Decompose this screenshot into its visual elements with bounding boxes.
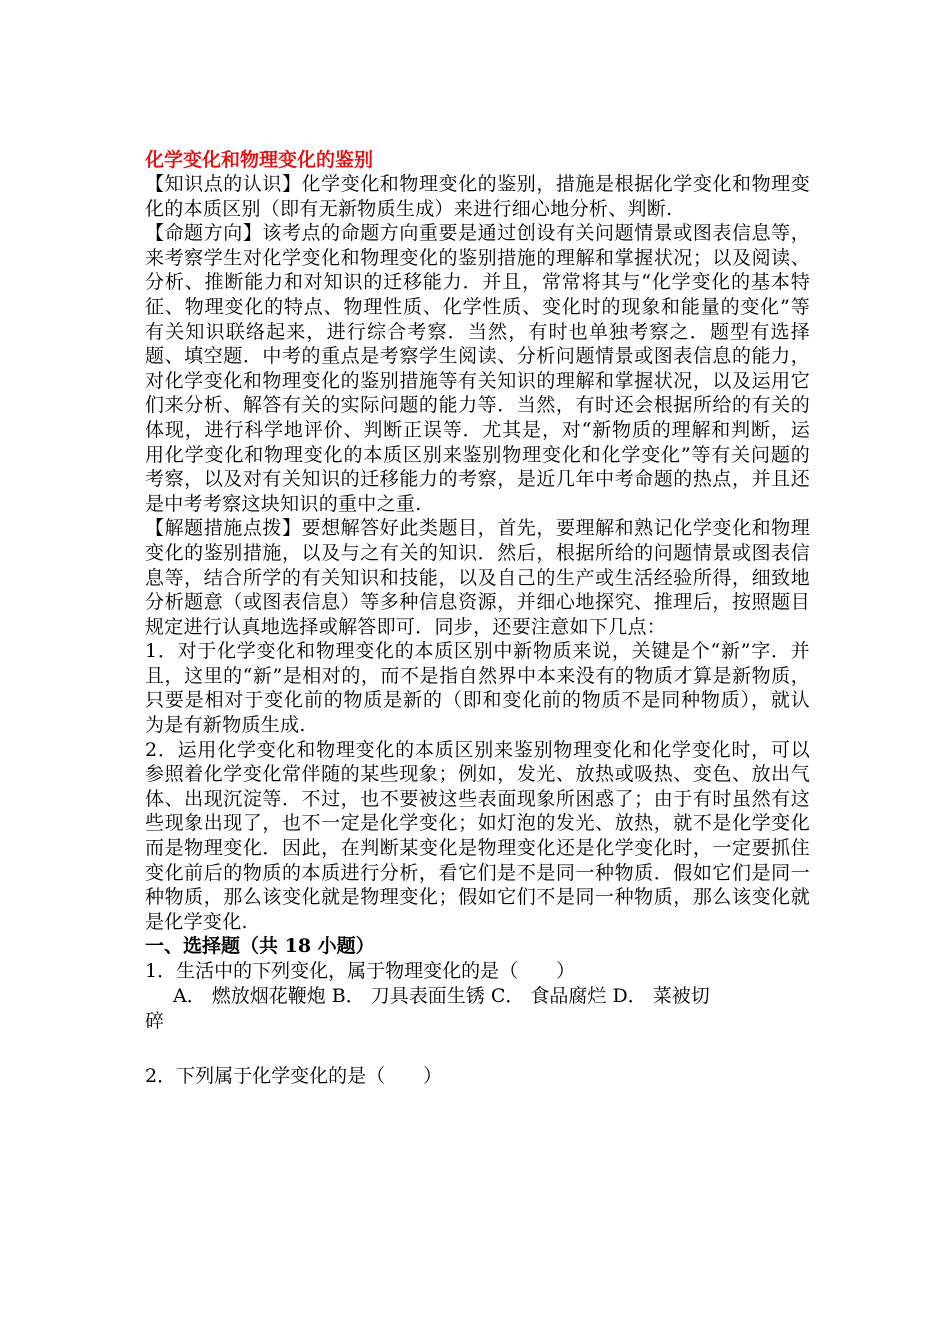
document-page: [145, 148, 810, 1089]
section-heading: 一、选择题（共 18 小题）: [145, 935, 375, 958]
paragraph-knowledge: 【知识点的认识】化学变化和物理变化的鉴别，措施是根据化学变化和物理变化的本质区别（即有无新物质生成）来进行细心地分析、判断.: [145, 173, 810, 220]
paragraph-method: 【解题措施点拨】要想解答好此类题目，首先，要理解和熟记化学变化和物理变化的鉴别措施，以及与之有关的知识．然后，根据所给的问题情景或图表信息等，结合所学的有关知识和技能，以及自己的生产或生活经验所得，细致地分析题意（或图表信息）等多种信息资源，并细心地探究、推理后，按照题目规定进行认真地选择或解答即可．同步，还要注意如下几点：: [145, 517, 810, 638]
document-title: 化学变化和物理变化的鉴别: [145, 149, 374, 171]
question-2-stem: 2．下列属于化学变化的是（ ）: [145, 1065, 443, 1088]
question-1-stem: 1．生活中的下列变化，属于物理变化的是（ ）: [145, 960, 576, 983]
paragraph-direction: 【命题方向】该考点的命题方向重要是通过创设有关问题情景或图表信息等，来考察学生对化学变化和物理变化的鉴别措施的理解和掌握状况；以及阅读、分析、推断能力和对知识的迁移能力．并且，常常将其与“化学变化的基本特征、物理变化的特点、物理性质、化学性质、变化时的现象和能量的变化”等有关知识联络起来，进行综合考察．当然，有时也单独考察之．题型有选择题、填空题．中考的重点是考察学生阅读、分析问题情景或图表信息的能力，对化学变化和物理变化的鉴别措施等有关知识的理解和掌握状况，以及运用它们来分析、解答有关的实际问题的能力等．当然，有时还会根据所给的有关的体现，进行科学地评价、判断正误等．尤其是，对“新物质的理解和判断，运用化学变化和物理变化的本质区别来鉴别物理变化和化学变化”等有关问题的考察，以及对有关知识的迁移能力的考察，是近几年中考命题的热点，并且还是中考考察这块知识的重中之重.: [145, 222, 810, 515]
paragraph-point-2: 2．运用化学变化和物理变化的本质区别来鉴别物理变化和化学变化时，可以参照着化学变化常伴随的某些现象；例如，发光、放热或吸热、变色、放出气体、出现沉淀等．不过，也不要被这些表面现象所困惑了；由于有时虽然有这些现象出现了，也不一定是化学变化；如灯泡的发光、放热，就不是化学变化而是物理变化．因此，在判断某变化是物理变化还是化学变化时，一定要抓住变化前后的物质的本质进行分析，看它们是不是同一种物质．假如它们是同一种物质，那么该变化就是物理变化；假如它们不是同一种物质，那么该变化就是化学变化.: [145, 738, 810, 933]
spacer: [145, 1034, 810, 1064]
question-1-options: A． 燃放烟花鞭炮 B． 刀具表面生锈 C． 食品腐烂 D． 菜被切: [173, 985, 710, 1008]
question-1-options-wrap: 碎: [145, 1010, 165, 1033]
paragraph-point-1: 1．对于化学变化和物理变化的本质区别中新物质来说，关键是个“新”字．并且，这里的“新”是相对的，而不是指自然界中本来没有的物质才算是新物质，只要是相对于变化前的物质是新的（即和变化前的物质不是同种物质），就认为是有新物质生成.: [145, 640, 810, 737]
